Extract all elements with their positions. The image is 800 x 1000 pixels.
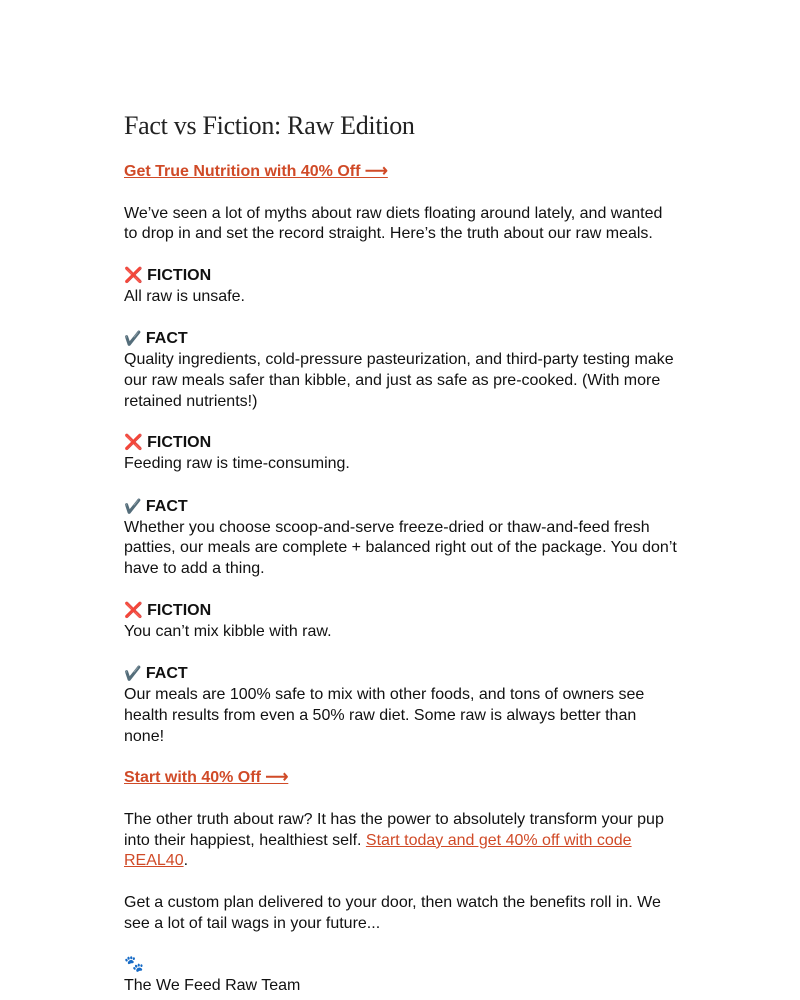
fact-fiction-item	[124, 663, 680, 747]
cross-mark-icon: ❌	[124, 434, 143, 452]
cta-top-link[interactable]: Get True Nutrition with 40% Off ⟶	[124, 163, 388, 180]
item-label: FACT	[145, 497, 188, 515]
item-text: Whether you choose scoop-and-serve freeze-dried or thaw-and-feed fresh patties, our meals are complete + balanced right out of the package. You don’t have to add a thing.	[124, 518, 677, 578]
page-title: Fact vs Fiction: Raw Edition	[124, 111, 415, 140]
check-mark-icon: ✔️	[124, 330, 142, 347]
fact-fiction-item	[124, 433, 680, 475]
item-label: FACT	[145, 330, 188, 348]
fact-fiction-item	[124, 496, 680, 580]
fact-fiction-list	[124, 266, 680, 747]
item-label: FICTION	[147, 601, 212, 619]
fact-fiction-item	[124, 601, 680, 643]
check-mark-icon: ✔️	[124, 497, 142, 514]
check-mark-icon: ✔️	[124, 665, 142, 682]
item-text: Feeding raw is time-consuming.	[124, 455, 350, 473]
truth-paragraph: The other truth about raw? It has the power to absolutely transform your pup into their happiest, healthiest self. Start today and get 40% off with code REAL40.	[124, 810, 664, 870]
signoff: The We Feed Raw Team	[124, 977, 301, 995]
email-body	[124, 108, 680, 997]
paw-prints-icon: 🐾	[124, 956, 144, 974]
fact-fiction-item	[124, 266, 680, 308]
fact-fiction-item	[124, 328, 680, 412]
promo-code-link[interactable]: Start today and get 40% off with code REAL40	[124, 831, 632, 870]
item-text: Quality ingredients, cold-pressure pasteurization, and third-party testing make our raw meals safer than kibble, and just as safe as pre-cooked. (With more retained nutrients!)	[124, 351, 674, 410]
item-text: All raw is unsafe.	[124, 287, 245, 305]
item-label: FICTION	[147, 434, 212, 452]
intro-text: We’ve seen a lot of myths about raw diets floating around lately, and wanted to drop in and set the record straight. Here’s the truth about our raw meals.	[124, 204, 663, 243]
item-label: FACT	[145, 665, 188, 683]
plan-text: Get a custom plan delivered to your door, then watch the benefits roll in. We see a lot of tail wags in your future...	[124, 893, 661, 932]
item-text: Our meals are 100% safe to mix with other foods, and tons of owners see health results from even a 50% raw diet. Some raw is always better than none!	[124, 685, 645, 745]
cta-mid-link[interactable]: Start with 40% Off ⟶	[124, 769, 289, 787]
cross-mark-icon: ❌	[124, 266, 143, 284]
item-label: FICTION	[147, 266, 212, 284]
item-text: You can’t mix kibble with raw.	[124, 622, 332, 640]
cross-mark-icon: ❌	[124, 601, 143, 619]
